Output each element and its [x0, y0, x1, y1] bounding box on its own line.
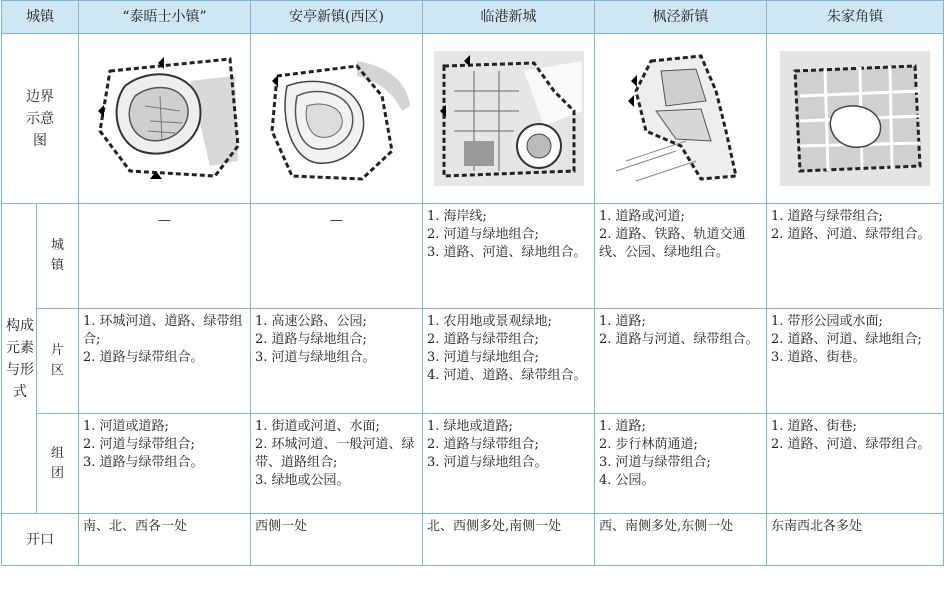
- list-item: 2. 道路、河道、绿带组合。: [771, 437, 931, 452]
- cell-opening-zhujiajiao: 东南西北各多处: [767, 514, 944, 566]
- list-item: 4. 公园。: [599, 473, 655, 488]
- list-item: 1. 环城河道、道路、绿带组合;: [83, 314, 243, 347]
- list-item: 1. 道路与绿带组合;: [771, 209, 883, 224]
- elements-town-row: [2, 204, 944, 309]
- cell-group-zhujiajiao: [767, 414, 944, 514]
- list-item: 2. 道路与绿带组合。: [83, 350, 204, 365]
- list-group-lingang: [427, 418, 590, 472]
- list-item: 2. 步行林荫通道;: [599, 437, 698, 452]
- list-item: 1. 农用地或景观绿地;: [427, 314, 552, 329]
- list-item: 3. 道路与绿带组合。: [83, 455, 204, 470]
- list-item: 3. 道路、河道、绿地组合。: [427, 245, 587, 260]
- opening-row: [2, 514, 944, 566]
- header-row: [2, 1, 944, 34]
- list-item: 1. 高速公路、公园;: [255, 314, 367, 329]
- list-item: 1. 道路;: [599, 314, 646, 329]
- list-group-zhujiajiao: [771, 418, 939, 454]
- sub-label-district: 片区: [37, 309, 79, 414]
- thames-boundary-map: [90, 51, 240, 186]
- list-item: 3. 河道与绿地组合。: [427, 455, 548, 470]
- list-item: 1. 河道或道路;: [83, 419, 169, 434]
- list-town-fengjing: [599, 208, 762, 262]
- list-item: 1. 街道或河道、水面;: [255, 419, 380, 434]
- header-town-fengjing: 枫泾新镇: [595, 1, 767, 34]
- boundary-map-anting: [251, 34, 423, 204]
- zhujiajiao-boundary-map: [780, 51, 930, 186]
- list-item: 1. 道路、街巷;: [771, 419, 857, 434]
- cell-opening-anting: 西侧一处: [251, 514, 423, 566]
- elements-district-row: [2, 309, 944, 414]
- cell-district-thames: [79, 309, 251, 414]
- cell-district-zhujiajiao: [767, 309, 944, 414]
- boundary-map-zhujiajiao: [767, 34, 944, 204]
- header-town-thames: “泰晤士小镇”: [79, 1, 251, 34]
- list-group-fengjing: [599, 418, 762, 490]
- list-item: 3. 绿地或公园。: [255, 473, 350, 488]
- cell-group-thames: [79, 414, 251, 514]
- cell-opening-fengjing: 西、南侧多处,东侧一处: [595, 514, 767, 566]
- fengjing-boundary-map: [606, 51, 756, 186]
- header-town-anting: 安亭新镇(西区): [251, 1, 423, 34]
- comparison-table: [1, 0, 944, 566]
- cell-town-zhujiajiao: [767, 204, 944, 309]
- list-district-zhujiajiao: [771, 313, 939, 367]
- list-district-anting: [255, 313, 418, 367]
- boundary-map-lingang: [423, 34, 595, 204]
- elements-label-text: 构成元素与形式: [6, 317, 34, 400]
- list-group-thames: [83, 418, 246, 472]
- cell-group-fengjing: [595, 414, 767, 514]
- list-district-thames: [83, 313, 246, 367]
- cell-town-thames: —: [79, 204, 251, 309]
- anting-boundary-map: [262, 51, 412, 186]
- list-item: 2. 道路与河道、绿带组合。: [599, 332, 759, 347]
- opening-label: 开口: [2, 514, 79, 566]
- cell-town-fengjing: [595, 204, 767, 309]
- list-group-anting: [255, 418, 418, 490]
- list-item: 2. 道路与绿带组合;: [427, 332, 539, 347]
- boundary-map-fengjing: [595, 34, 767, 204]
- cell-town-anting: —: [251, 204, 423, 309]
- list-item: 2. 道路、河道、绿地组合;: [771, 332, 922, 347]
- header-corner: 城镇: [2, 1, 79, 34]
- cell-district-lingang: [423, 309, 595, 414]
- list-item: 2. 河道与绿带组合;: [83, 437, 195, 452]
- cell-opening-thames: 南、北、西各一处: [79, 514, 251, 566]
- list-item: 2. 道路与绿地组合;: [255, 332, 367, 347]
- list-item: 1. 海岸线;: [427, 209, 487, 224]
- boundary-map-thames: [79, 34, 251, 204]
- list-item: 1. 道路或河道;: [599, 209, 685, 224]
- list-town-zhujiajiao: [771, 208, 939, 244]
- lingang-boundary-map: [434, 51, 584, 186]
- header-town-lingang: 临港新城: [423, 1, 595, 34]
- list-town-lingang: [427, 208, 590, 262]
- list-item: 1. 绿地或道路;: [427, 419, 513, 434]
- elements-group-row: [2, 414, 944, 514]
- list-item: 2. 道路与绿带组合;: [427, 437, 539, 452]
- cell-opening-lingang: 北、西侧多处,南侧一处: [423, 514, 595, 566]
- sub-label-group: 组团: [37, 414, 79, 514]
- list-item: 1. 道路;: [599, 419, 646, 434]
- boundary-row: [2, 34, 944, 204]
- list-item: 3. 河道与绿地组合。: [255, 350, 376, 365]
- elements-label: [2, 204, 37, 514]
- list-item: 3. 河道与绿地组合;: [427, 350, 539, 365]
- list-item: 2. 环城河道、一般河道、绿带、道路组合;: [255, 437, 415, 470]
- sub-label-town: 城镇: [37, 204, 79, 309]
- cell-town-lingang: [423, 204, 595, 309]
- list-item: 1. 带形公园或水面;: [771, 314, 883, 329]
- boundary-label: [2, 34, 79, 204]
- list-item: 3. 河道与绿带组合;: [599, 455, 711, 470]
- header-town-zhujiajiao: 朱家角镇: [767, 1, 944, 34]
- list-item: 3. 道路、街巷。: [771, 350, 866, 365]
- cell-district-anting: [251, 309, 423, 414]
- list-item: 2. 河道与绿地组合;: [427, 227, 539, 242]
- cell-group-lingang: [423, 414, 595, 514]
- cell-district-fengjing: [595, 309, 767, 414]
- list-item: 4. 河道、道路、绿带组合。: [427, 368, 587, 383]
- list-item: 2. 道路、河道、绿带组合。: [771, 227, 931, 242]
- cell-group-anting: [251, 414, 423, 514]
- list-item: 2. 道路、铁路、轨道交通线、公园、绿地组合。: [599, 227, 746, 260]
- list-district-fengjing: [599, 313, 762, 349]
- boundary-label-text: 边界示意图: [26, 88, 54, 149]
- list-district-lingang: [427, 313, 590, 385]
